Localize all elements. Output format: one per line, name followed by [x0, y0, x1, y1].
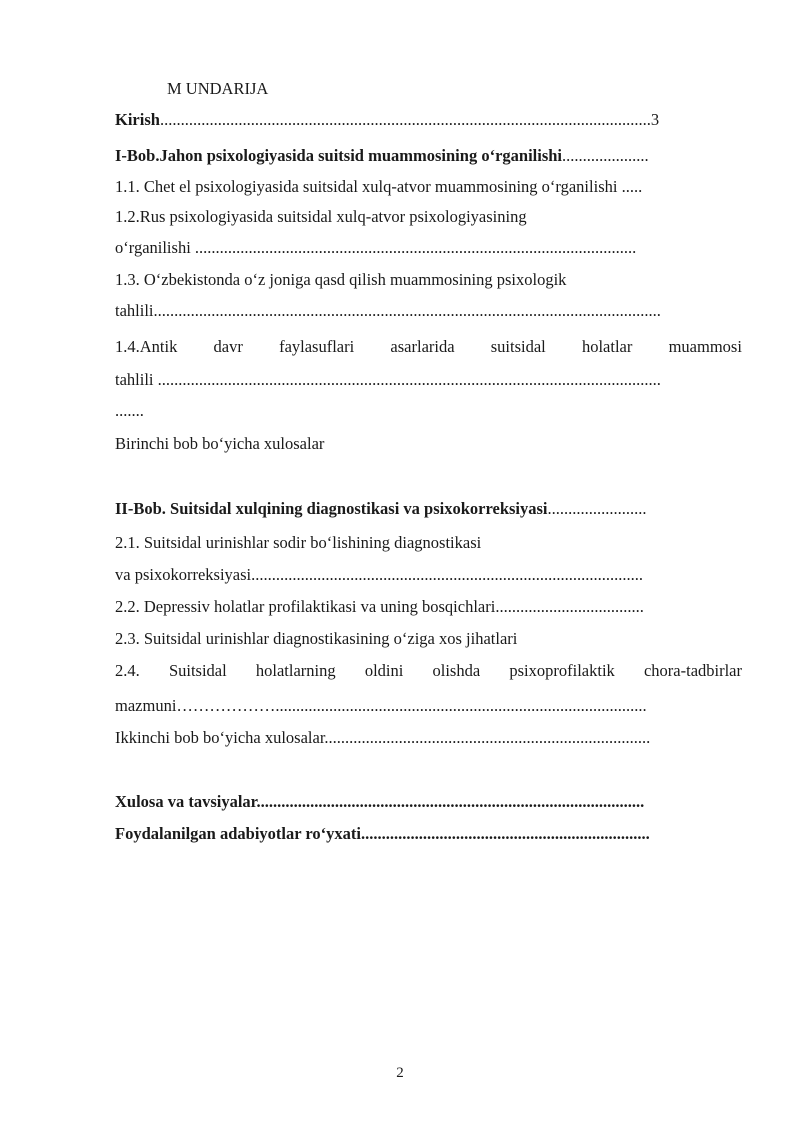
word: davr [213, 337, 243, 356]
word: suitsidal [490, 337, 546, 356]
word: holatlar [581, 337, 633, 356]
toc-entry-2-4[interactable] [115, 658, 742, 684]
toc-entry-1-3-cont: tahlili........................................................................................................................... [115, 301, 661, 320]
toc-entry-2-1-cont: va psixokorreksiyasi............................................................................................... [115, 565, 643, 584]
toc-entry-kirish[interactable] [115, 107, 742, 133]
toc-entry-1-4[interactable] [115, 334, 742, 360]
toc-entry-1-4-cont: tahlili .......................................................................................................................... [115, 370, 661, 389]
toc-entry-chapter-2[interactable] [115, 496, 742, 522]
dot-leader: ..................... [562, 146, 649, 165]
toc-entry-chapter-1[interactable] [115, 143, 742, 169]
toc-entry-2-4-cont: mazmuni……………….......................................................................................... [115, 696, 647, 715]
toc-entry-2-1[interactable]: 2.1. Suitsidal urinishlar sodir bo‘lishining diagnostikasi [115, 533, 482, 552]
entry-title: II-Bob. Suitsidal xulqining diagnostikasi va psixokorreksiyasi [115, 499, 548, 518]
word: oldini [364, 661, 404, 680]
entry-title: Kirish [115, 110, 160, 129]
word: Suitsidal [168, 661, 227, 680]
toc-entry-1-3[interactable]: 1.3. O‘zbekistonda o‘z joniga qasd qilish muammosining psixologik [115, 270, 567, 289]
entry-title: I-Bob.Jahon psixologiyasida suitsid muammosining o‘rganilishi [115, 146, 562, 165]
toc-entry-bibliography[interactable]: Foydalanilgan adabiyotlar ro‘yxati...................................................................... [115, 824, 650, 843]
toc-entry-chapter-1-conclusions[interactable]: Birinchi bob bo‘yicha xulosalar [115, 434, 325, 453]
dot-leader: ........................ [547, 499, 647, 518]
dot-leader: .......................................................................................................................3 [159, 110, 660, 129]
word: chora-tadbirlar [643, 661, 742, 680]
word: holatlarning [255, 661, 336, 680]
toc-entry-chapter-2-conclusions[interactable]: Ikkinchi bob bo‘yicha xulosalar............................................................................... [115, 728, 651, 747]
toc-entry-1-2[interactable]: 1.2.Rus psixologiyasida suitsidal xulq-atvor psixologiyasining [115, 207, 527, 226]
toc-entry-2-2[interactable]: 2.2. Depressiv holatlar profilaktikasi va uning bosqichlari.................................... [115, 597, 644, 616]
toc-entry-conclusions[interactable]: Xulosa va tavsiyalar.............................................................................................. [115, 792, 645, 811]
toc-entry-1-1[interactable]: 1.1. Chet el psixologiyasida suitsidal xulq-atvor muammosining o‘rganilishi ..... [115, 177, 643, 196]
word: muammosi [668, 337, 742, 356]
toc-entry-1-2-cont: o‘rganilishi ........................................................................................................... [115, 238, 637, 257]
word: asarlarida [390, 337, 455, 356]
word: 2.4. [115, 661, 140, 680]
word: 1.4.Antik [115, 337, 178, 356]
word: psixoprofilaktik [509, 661, 615, 680]
toc-entry-1-4-cont-2: ....... [115, 401, 144, 420]
word: faylasuflari [279, 337, 355, 356]
toc-entry-2-3[interactable]: 2.3. Suitsidal urinishlar diagnostikasining o‘ziga xos jihatlari [115, 629, 518, 648]
page-number: 2 [396, 1065, 404, 1081]
word: olishda [432, 661, 481, 680]
contents-title: M UNDARIJA [167, 79, 269, 98]
